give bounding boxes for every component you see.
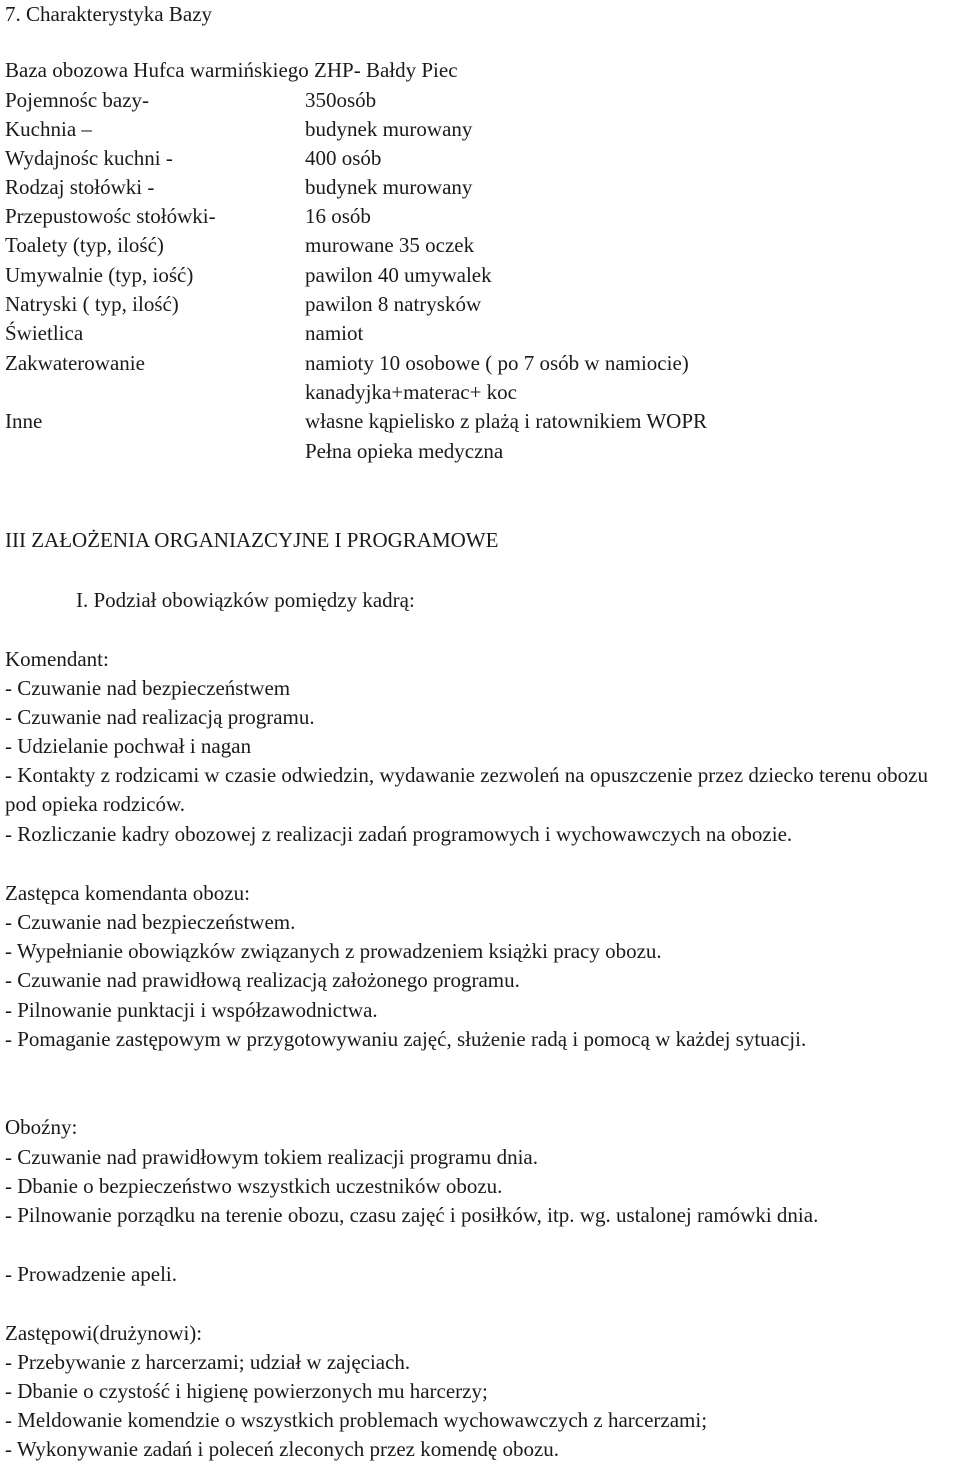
base-row [5, 86, 955, 115]
base-row-label: Inne [5, 409, 43, 433]
base-row-label: Umywalnie (typ, iość) [5, 263, 194, 287]
role-title: Zastępca komendanta obozu: [5, 881, 250, 905]
base-row [5, 231, 955, 260]
base-row [5, 115, 955, 144]
base-row-value: Pełna opieka medyczna [305, 439, 504, 463]
duty-item: - Pomaganie zastępowym w przygotowywaniu zajęć, służenie radą i pomocą w każdej sytuacji. [5, 1027, 807, 1051]
base-row [5, 319, 955, 348]
duty-item: - Prowadzenie apeli. [5, 1262, 178, 1286]
duty-item: - Rozliczanie kadry obozowej z realizacji zadań programowych i wychowawczych na obozie. [5, 822, 793, 846]
duty-item: - Czuwanie nad realizacją programu. [5, 705, 315, 729]
base-row-label: Rodzaj stołówki - [5, 175, 155, 199]
base-row [5, 261, 955, 290]
duty-item: - Czuwanie nad bezpieczeństwem [5, 676, 291, 700]
base-name: Baza obozowa Hufca warmińskiego ZHP- Bałdy Piec [5, 58, 458, 82]
base-row-value: własne kąpielisko z plażą i ratownikiem WOPR [305, 409, 708, 433]
base-row [5, 407, 955, 436]
base-row-value: namiot [305, 321, 364, 345]
duty-item: - Czuwanie nad prawidłową realizacją założonego programu. [5, 968, 520, 992]
base-row-value: budynek murowany [305, 117, 473, 141]
base-row [5, 349, 955, 378]
duty-item: - Meldowanie komendzie o wszystkich problemach wychowawczych z harcerzami; [5, 1408, 708, 1432]
base-row-value: 350osób [305, 88, 377, 112]
base-row [5, 378, 955, 407]
base-row-value: 16 osób [305, 204, 371, 228]
section-title: 7. Charakterystyka Bazy [5, 2, 213, 26]
duty-item: - Pilnowanie porządku na terenie obozu, czasu zajęć i posiłków, itp. wg. ustalonej ramówki dnia. [5, 1203, 819, 1227]
base-row [5, 290, 955, 319]
base-row-label: Świetlica [5, 321, 84, 345]
base-row-label: Pojemnośc bazy- [5, 88, 150, 112]
base-row-value: kanadyjka+materac+ koc [305, 380, 517, 404]
duty-item: - Dbanie o czystość i higienę powierzonych mu harcerzy; [5, 1379, 488, 1403]
duty-item: - Udzielanie pochwał i nagan [5, 734, 252, 758]
base-row-label: Zakwaterowanie [5, 351, 145, 375]
duty-item: - Kontakty z rodzicami w czasie odwiedzin, wydawanie zezwoleń na opuszczenie przez dziecko terenu obozu pod opieka rodziców. [5, 763, 928, 816]
base-row-value: budynek murowany [305, 175, 473, 199]
base-row-label: Wydajnośc kuchni - [5, 146, 173, 170]
base-row-value: pawilon 40 umywalek [305, 263, 492, 287]
duty-item: - Dbanie o bezpieczeństwo wszystkich uczestników obozu. [5, 1174, 503, 1198]
role-title: Oboźny: [5, 1115, 78, 1139]
base-row-label: Natryski ( typ, ilość) [5, 292, 179, 316]
section-heading: III ZAŁOŻENIA ORGANIAZCYJNE I PROGRAMOWE [5, 528, 499, 552]
base-row [5, 202, 955, 231]
base-row-label: Toalety (typ, ilość) [5, 233, 164, 257]
role-title: Komendant: [5, 647, 109, 671]
duty-item: - Czuwanie nad prawidłowym tokiem realizacji programu dnia. [5, 1145, 538, 1169]
role-title: Zastępowi(drużynowi): [5, 1321, 203, 1345]
duty-item: - Przebywanie z harcerzami; udział w zajęciach. [5, 1350, 411, 1374]
base-row [5, 144, 955, 173]
base-row-value: 400 osób [305, 146, 382, 170]
base-row [5, 437, 955, 466]
base-row-value: namioty 10 osobowe ( po 7 osób w namiocie) [305, 351, 689, 375]
duty-item: - Wypełnianie obowiązków związanych z prowadzeniem książki pracy obozu. [5, 939, 662, 963]
duty-item: - Wykonywanie zadań i poleceń zleconych przez komendę obozu. [5, 1437, 560, 1461]
base-row-value: murowane 35 oczek [305, 233, 475, 257]
duty-item: - Czuwanie nad bezpieczeństwem. [5, 910, 296, 934]
duty-item: - Pilnowanie punktacji i współzawodnictwa. [5, 998, 378, 1022]
base-row-value: pawilon 8 natrysków [305, 292, 482, 316]
base-row-label: Przepustowośc stołówki- [5, 204, 216, 228]
base-row [5, 173, 955, 202]
base-row-label: Kuchnia – [5, 117, 92, 141]
subsection-heading: I. Podział obowiązków pomiędzy kadrą: [76, 588, 415, 612]
